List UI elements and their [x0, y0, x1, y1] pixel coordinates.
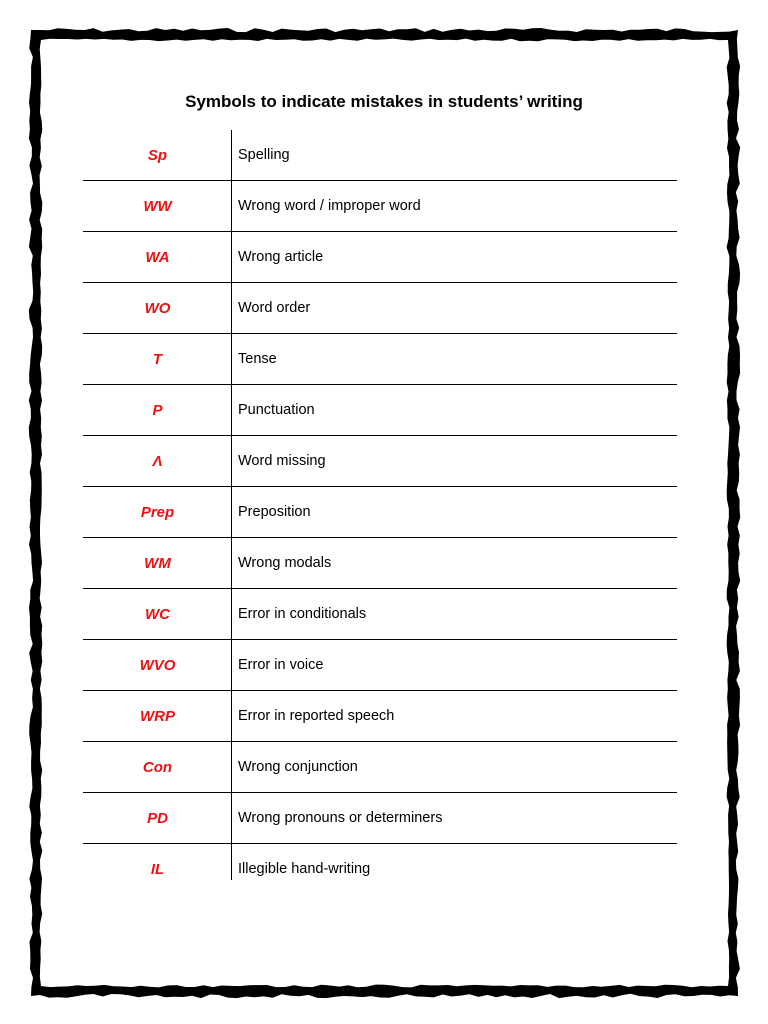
table-row	[83, 385, 677, 436]
table-row	[83, 181, 677, 232]
table-row	[83, 130, 677, 181]
error-meaning: Word missing	[238, 453, 326, 469]
table-row	[83, 232, 677, 283]
error-meaning: Wrong word / improper word	[238, 198, 421, 214]
error-meaning: Tense	[238, 351, 277, 367]
page-title: Symbols to indicate mistakes in students’ writing	[185, 92, 583, 111]
error-symbol: WC	[145, 605, 170, 623]
error-symbol: P	[152, 401, 163, 419]
error-meaning: Illegible hand-writing	[238, 861, 371, 877]
error-symbol: WRP	[140, 707, 175, 725]
error-symbol: Sp	[147, 146, 168, 164]
error-meaning: Wrong article	[238, 249, 324, 265]
error-symbol: T	[152, 350, 163, 368]
error-meaning: Word order	[238, 300, 311, 316]
error-meaning: Wrong conjunction	[238, 759, 358, 775]
error-symbol: PD	[147, 809, 168, 827]
table-row	[83, 793, 677, 844]
table-row	[83, 487, 677, 538]
error-symbol: WVO	[139, 656, 176, 674]
error-meaning: Error in voice	[238, 657, 324, 673]
table-row	[83, 436, 677, 487]
error-meaning: Error in conditionals	[238, 606, 367, 622]
error-meaning: Preposition	[238, 504, 311, 520]
error-meaning: Error in reported speech	[238, 708, 395, 724]
table-body	[83, 130, 677, 894]
error-symbol: IL	[150, 860, 165, 878]
error-meaning: Wrong pronouns or determiners	[238, 810, 443, 826]
table-row	[83, 283, 677, 334]
error-symbol: WO	[144, 299, 171, 317]
error-symbol: WW	[143, 197, 172, 215]
error-symbol: WM	[144, 554, 171, 572]
table-row	[83, 589, 677, 640]
symbols-table	[83, 130, 677, 894]
error-meaning: Punctuation	[238, 402, 315, 418]
table-row	[83, 538, 677, 589]
table-row	[83, 742, 677, 793]
table-row	[83, 640, 677, 691]
table-row	[83, 334, 677, 385]
error-symbol: Prep	[140, 503, 175, 521]
error-symbol: WA	[145, 248, 170, 266]
error-symbol: Λ	[152, 452, 163, 470]
table-row	[83, 691, 677, 742]
table-row	[83, 844, 677, 894]
error-meaning: Spelling	[238, 147, 290, 163]
error-symbol: Con	[142, 758, 173, 776]
error-meaning: Wrong modals	[238, 555, 332, 571]
